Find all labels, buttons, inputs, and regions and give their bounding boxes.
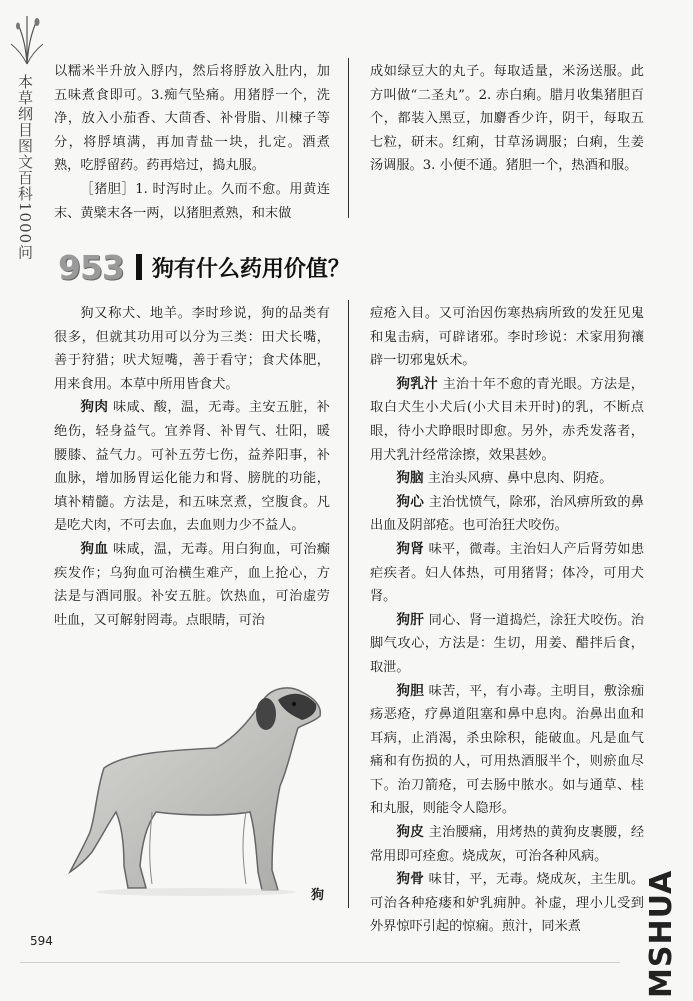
entry-dog-kidney: 狗肾 味平，微毒。主治妇人产后肾劳如患疟疾者。妇人体热，可用猪肾；体冷，可用犬肾。 (370, 540, 645, 605)
entry-dog-heart: 狗心 主治忧愤气，除邪，治风痹所致的鼻出血及阴部疮。也可治狂犬咬伤。 (370, 493, 645, 534)
page-number: 594 (30, 934, 53, 948)
entry-term: 狗皮 (396, 824, 425, 841)
dog-photo (66, 676, 324, 898)
entry-dog-brain: 狗脑 主治头风痹、鼻中息肉、阴疮。 (396, 470, 613, 487)
body-right-column (370, 302, 644, 939)
body-left-column (54, 302, 330, 632)
entry-dog-skin: 狗皮 主治腰痛，用烤热的黄狗皮裹腰，经常用即可痊愈。烧成灰，可治各种风病。 (370, 824, 645, 864)
footer-rule (20, 962, 620, 963)
top-left-column (54, 60, 330, 225)
entry-term: 狗肾 (396, 540, 425, 557)
entry-dog-meat: 狗肉 味咸、酸，温，无毒。主安五脏，补绝伤，轻身益气。宜养肾、补胃气、壮阳，暖腰膝、益气力。可补五劳七伤，益养阳事，补血脉，增加肠胃运化能力和肾、膀胱的功能，填补精髓。方法是，和五味烹煮，空腹食。凡是吃犬肉，不可去血，去血则力少不益人。 (54, 399, 330, 534)
entry-term: 狗骨 (396, 871, 425, 888)
entry-term: 狗肝 (396, 611, 425, 628)
entry-dog-blood: 狗血 味咸，温，无毒。用白狗血，可治癫疾发作；乌狗血可治横生难产，血上抢心，方法是与酒同服。补安五脏。饮热血，可治虚劳吐血，又可解射罔毒。点眼睛，可治 (54, 540, 330, 628)
grass-logo-icon (10, 14, 44, 66)
entry-term: 狗血 (80, 540, 109, 557)
question-title: 狗有什么药用价值？ (151, 256, 350, 282)
entry-term: 狗脑 (396, 470, 424, 487)
top-right-column (370, 60, 644, 178)
watermark-text: MSHUA (644, 869, 679, 998)
entry-term: 狗肉 (80, 399, 109, 416)
column-divider-body (348, 300, 349, 908)
question-heading (58, 247, 350, 287)
side-book-title: 本草纲目图文百科1000问 (16, 74, 34, 261)
top-right-paragraph-1: 成如绿豆大的丸子。每取适量，米汤送服。此方叫做“二圣丸”。2. 赤白痢。腊月收集猪胆百个，都装入黑豆，加麝香少许，阴干，每取五七粒，研末。红痢，甘草汤调服；白痢，生姜汤调服。3. 小便不通。猪胆一个，热酒和服。 (370, 64, 644, 174)
entry-dog-liver: 狗肝 同心、肾一道捣烂，涂狂犬咬伤。治脚气攻心，方法是：生切，用姜、醋拌后食，取泄。 (370, 611, 645, 675)
entry-dog-bone: 狗骨 味甘，平，无毒。烧成灰，主生肌。可治各种疮瘘和妒乳痈肿。补虚，理小儿受到外界惊吓引起的惊痫。煎汁，同米煮 (370, 871, 645, 935)
top-left-paragraph-1: 以糯米半升放入脬内，然后将脬放入肚内，加五味煮食即可。3.痴气坠痛。用猪脬一个，洗净，放入小茄香、大茴香、补骨脂、川楝子等分，将脬填满，再加青盐一块，扎定。酒煮熟，吃脬留药。药再焙过，捣丸服。 (54, 64, 330, 174)
top-left-paragraph-2: ［猪胆］1. 时泻时止。久而不愈。用黄连末、黄檗末各一两，以猪胆煮熟，和末做 (54, 181, 331, 221)
continuation-paragraph: 痘疮入目。又可治因伤寒热病所致的发狂见鬼和鬼击病，可辟诸邪。李时珍说：术家用狗禳辟一切邪鬼妖术。 (370, 306, 644, 369)
entry-term: 狗心 (396, 493, 425, 510)
entry-dog-gallbladder: 狗胆 味苦，平，有小毒。主明目，敷涂痂疡恶疮，疗鼻道阻塞和鼻中息肉。治鼻出血和耳病，止消渴，杀虫除积，能破血。凡是血气痛和有伤损的人，可用热酒服半个，则瘀血尽下。治刀箭疮，可去肠中脓水。如与通草、桂和丸服，则能令人隐形。 (370, 682, 645, 817)
heading-bar (136, 254, 142, 280)
intro-paragraph: 狗又称犬、地羊。李时珍说，狗的品类有很多，但就其功用可以分为三类：田犬长嘴，善于狩猎；吠犬短嘴，善于看守；食犬体肥，用来食用。本草中所用皆食犬。 (54, 306, 330, 392)
entry-term: 狗胆 (396, 682, 425, 699)
figure-caption: 狗 (311, 888, 325, 903)
entry-term: 狗乳汁 (396, 375, 438, 392)
entry-dog-milk: 狗乳汁 主治十年不愈的青光眼。方法是，取白犬生小犬后(小犬目未开时)的乳，不断点眼，待小犬睁眼时即愈。另外，赤秃发落者，用犬乳汁经常涂擦，效果甚妙。 (370, 375, 644, 463)
question-number: 953 (58, 247, 124, 287)
column-divider-top (348, 58, 349, 218)
